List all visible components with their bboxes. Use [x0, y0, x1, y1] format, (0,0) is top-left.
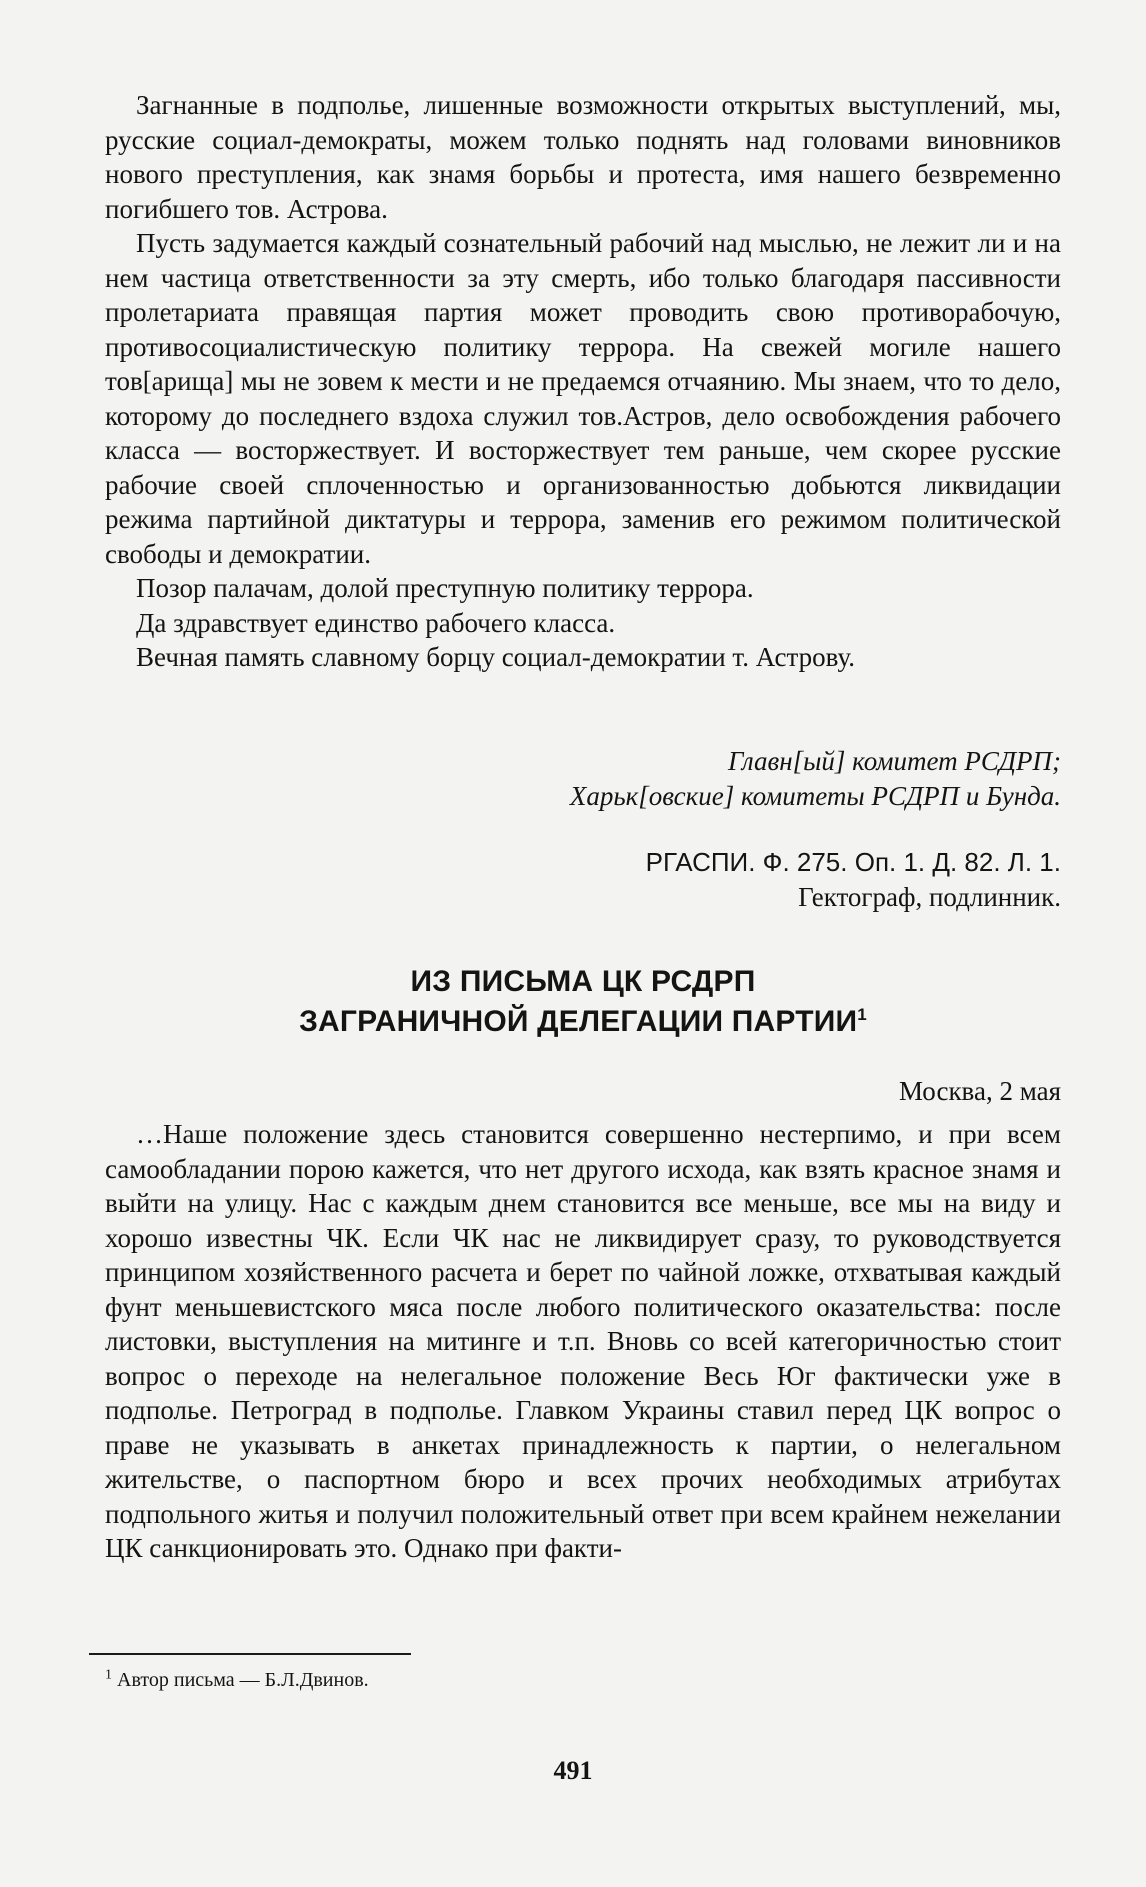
signature-block [105, 744, 1061, 814]
section-title-line [105, 1002, 1061, 1042]
paragraph: Пусть задумается каждый сознательный рабочий над мыслью, не лежит ли и на нем частица ответственности за эту смерть, ибо только благодаря пассивности пролетариата правящая партия может проводить свою противорабочую, противосоциалистическую политику террора. На свежей могиле нашего тов[арища] мы не зовем к мести и не предаемся отчаянию. Мы знаем, что то дело, которому до последнего вздоха служил тов.Астров, дело освобождения рабочего класса — восторжествует. И восторжествует тем раньше, чем скорее русские рабочие своей сплоченностью и организованностью добьются ликвидации режима партийной диктатуры и террора, заменив его режимом политической свободы и демократии. [105, 228, 1061, 569]
paragraph: …Наше положение здесь становится совершенно нестерпимо, и при всем самообладании порою кажется, что нет другого исхода, как взять красное знамя и выйти на улицу. Нас с каждым днем становится все меньше, все мы на виду и хорошо известны ЧК. Если ЧК нас не ликвидирует сразу, то руководствуется принципом хозяйственного расчета и берет по чайной ложке, отхватывая каждый фунт меньшевистского мяса после любого политического оказательства: после листовки, выступления на митинге и т.п. Вновь со всей категоричностью стоит вопрос о переходе на нелегальное положение Весь Юг фактически уже в подполье. Петроград в подполье. Главком Украины ставил перед ЦК вопрос о праве не указывать в анкетах принадлежность к партии, о нелегальном жительстве, о паспортном бюро и всех прочих необходимых атрибутах подпольного житья и получил положительный ответ при всем крайнем нежелании ЦК санкционировать это. Однако при факти- [105, 1119, 1061, 1563]
letter-body [105, 88, 1061, 675]
archive-source [105, 845, 1061, 915]
footnote-text: Автор письма — Б.Л.Двинов. [117, 1669, 369, 1691]
source-note: Гектограф, подлинник. [798, 882, 1061, 912]
signature-line: Главн[ый] комитет РСДРП; [727, 746, 1061, 776]
paragraph: Вечная память славному борцу социал-демократии т. Астрову. [136, 642, 856, 672]
paragraph: Загнанные в подполье, лишенные возможности открытых выступлений, мы, русские социал-демократы, можем только поднять над головами виновников нового преступления, как знамя борьбы и протеста, имя нашего безвременно погибшего тов. Астрова. [105, 90, 1061, 224]
place-date: Москва, 2 мая [898, 1076, 1061, 1106]
footnote-number: 1 [105, 1667, 112, 1683]
section-heading [105, 962, 1061, 1042]
source-reference: РГАСПИ. Ф. 275. Оп. 1. Д. 82. Л. 1. [645, 847, 1061, 877]
footnote-mark: 1 [857, 1005, 867, 1024]
footnote-divider [89, 1653, 411, 1655]
page-number: 491 [553, 1756, 593, 1785]
signature-line: Харьк[овские] комитеты РСДРП и Бунда. [569, 781, 1061, 811]
paragraph: Да здравствует единство рабочего класса. [136, 607, 616, 638]
place-date-line [105, 1074, 1061, 1108]
section-title-text: ЗАГРАНИЧНОЙ ДЕЛЕГАЦИИ ПАРТИИ [299, 1005, 858, 1038]
section-title-line: ИЗ ПИСЬМА ЦК РСДРП [410, 965, 756, 998]
letter-excerpt [105, 1117, 1061, 1566]
footnote [105, 1667, 369, 1693]
paragraph: Позор палачам, долой преступную политику террора. [136, 573, 754, 603]
